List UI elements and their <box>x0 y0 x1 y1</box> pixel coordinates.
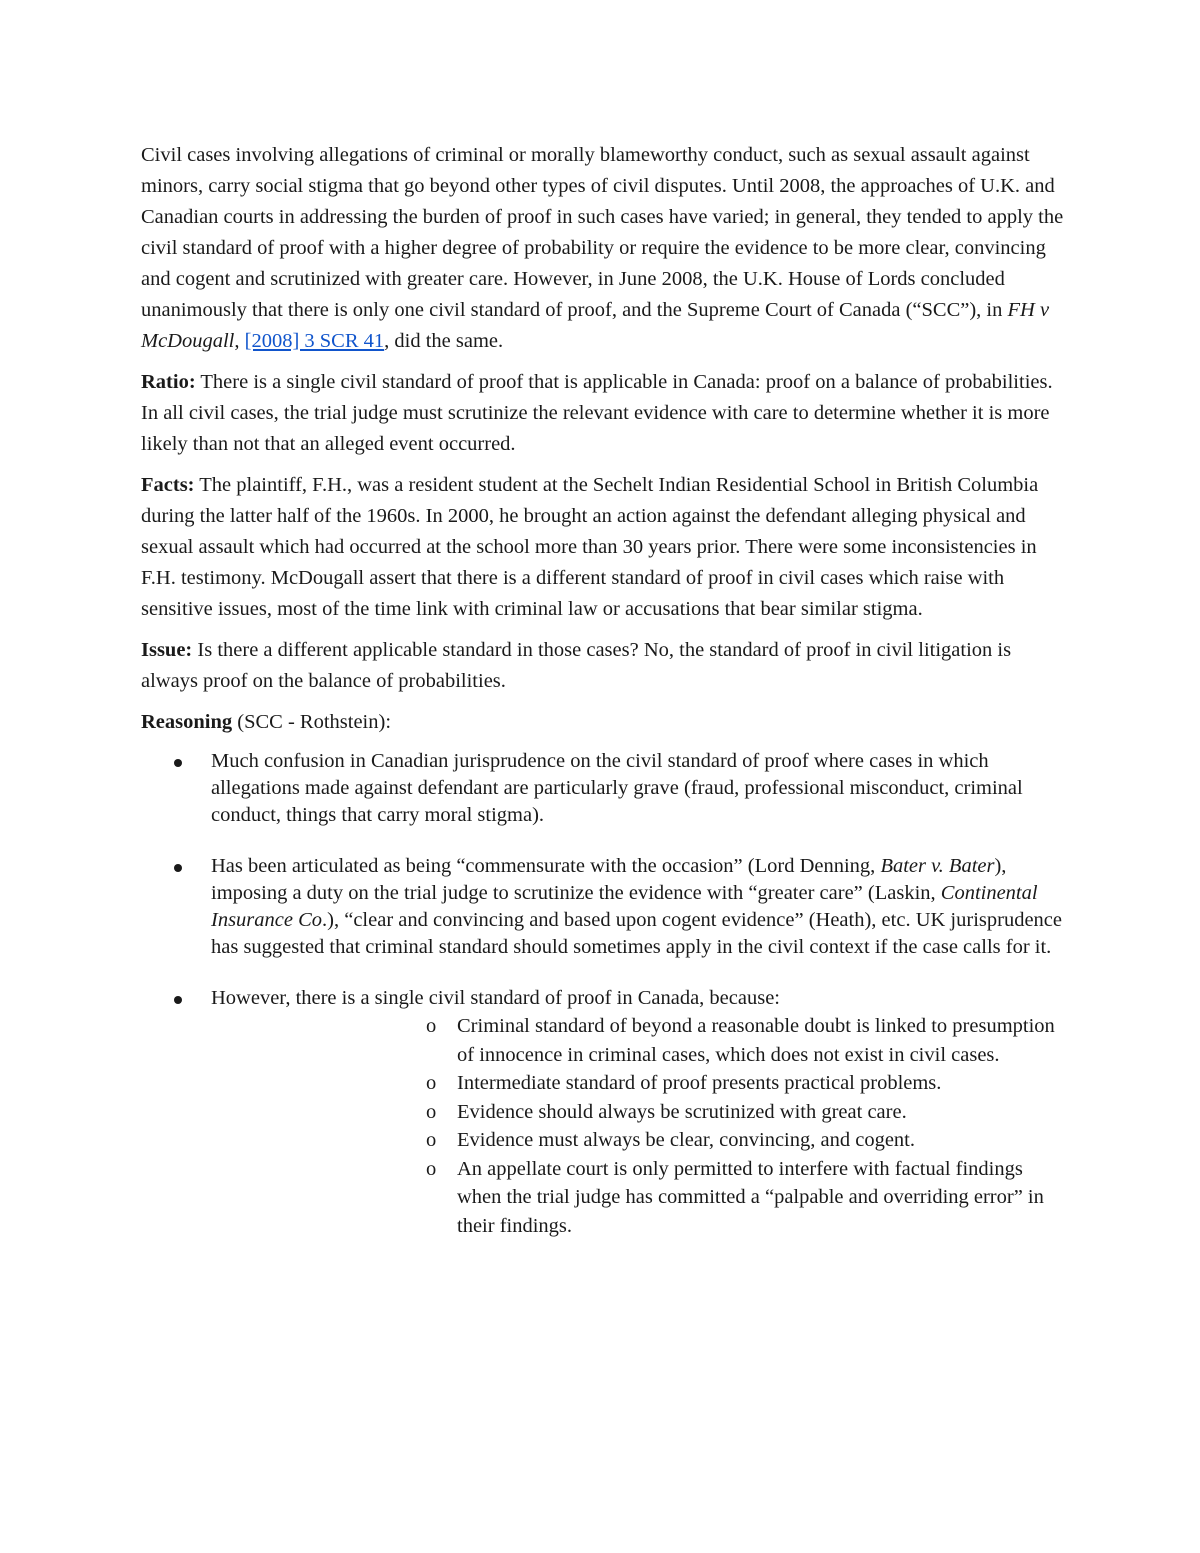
facts-paragraph <box>141 470 1071 625</box>
bullet-text: However, there is a single civil standard of proof in Canada, because: <box>211 987 780 1009</box>
case-name: FH v McDougall <box>141 299 1050 352</box>
ratio-text: There is a single civil standard of proof that is applicable in Canada: proof on a balance of probabilities. In all civil cases, the trial judge must scrutinize the relevant evidence with care to determine whether it is more likely than not that an alleged event occurred. <box>141 371 1053 455</box>
sub-list-item: o Criminal standard of beyond a reasonable doubt is linked to presumption of innocence in criminal cases, which does not exist in civil cases. <box>211 1012 1071 1069</box>
circle-bullet-icon: o <box>426 1015 437 1037</box>
case-name: Bater v. Bater <box>880 855 995 877</box>
intro-text: Civil cases involving allegations of criminal or morally blameworthy conduct, such as sexual assault against minors, carry social stigma that go beyond other types of civil disputes. Until 2008, the approaches of U.K. and Canadian courts in addressing the burden of proof in such cases have varied; in general, they tended to apply the civil standard of proof with a higher degree of probability or require the evidence to be more clear, convincing and cogent and scrutinized with greater care. However, in June 2008, the U.K. House of Lords concluded unanimously that there is only one civil standard of proof, and the Supreme Court of Canada (“SCC”), in <box>141 144 1064 321</box>
list-item <box>141 748 1071 829</box>
circle-bullet-icon: o <box>426 1072 437 1094</box>
circle-bullet-icon: o <box>426 1100 437 1123</box>
sub-list-item: o An appellate court is only permitted to interfere with factual findings when the trial judge has committed a “palpable and overriding error” in their findings. <box>211 1155 1071 1241</box>
facts-label: Facts: <box>141 474 195 496</box>
citation-link[interactable]: [2008] 3 SCR 41 <box>244 330 385 352</box>
reasoning-heading <box>141 707 1071 738</box>
sub-list-item: o Evidence must always be clear, convincing, and cogent. <box>211 1126 1071 1155</box>
reasoning-label: Reasoning <box>141 711 233 733</box>
ratio-paragraph <box>141 367 1071 460</box>
issue-label: Issue: <box>141 639 193 661</box>
bullet-icon <box>174 864 182 872</box>
circle-bullet-icon: o <box>426 1157 437 1180</box>
list-item <box>141 985 1071 1240</box>
case-name: Continental Insurance Co <box>211 882 1038 931</box>
reasoning-suffix: (SCC - Rothstein): <box>232 711 392 733</box>
issue-text: Is there a different applicable standard in those cases? No, the standard of proof in civil litigation is always proof on the balance of probabilities. <box>141 639 1012 692</box>
sub-list-item: o Intermediate standard of proof presents practical problems. <box>211 1069 1071 1098</box>
sub-list-item: o Evidence should always be scrutinized with great care. <box>211 1098 1071 1127</box>
reasoning-list <box>141 748 1071 1240</box>
ratio-label: Ratio: <box>141 371 196 393</box>
sub-list <box>211 1012 1071 1240</box>
circle-bullet-icon: o <box>426 1129 437 1151</box>
bullet-text: Much confusion in Canadian jurisprudence on the civil standard of proof where cases in which allegations made against defendant are particularly grave (fraud, professional misconduct, criminal conduct, things that carry moral stigma). <box>211 750 1023 826</box>
issue-paragraph <box>141 635 1071 697</box>
facts-text: The plaintiff, F.H., was a resident student at the Sechelt Indian Residential School in British Columbia during the latter half of the 1960s. In 2000, he brought an action against the defendant alleging physical and sexual assault which had occurred at the school more than 30 years prior. There were some inconsistencies in F.H. testimony. McDougall assert that there is a different standard of proof in civil cases which raise with sensitive issues, most of the time link with criminal law or accusations that bear similar stigma. <box>141 474 1039 620</box>
list-item: Has been articulated as being “commensurate with the occasion” (Lord Denning, Bater v. Bater), imposing a duty on the trial judge to scrutinize the evidence with “greater care” (Laskin, Continental Insurance Co.), “clear and convincing and based upon cogent evidence” (Heath), etc. UK jurisprudence has suggested that criminal standard should sometimes apply in the civil context if the case calls for it. <box>141 853 1071 961</box>
bullet-icon <box>174 759 182 767</box>
intro-paragraph: Civil cases involving allegations of criminal or morally blameworthy conduct, such as sexual assault against minors, carry social stigma that go beyond other types of civil disputes. Until 2008, the approaches of U.K. and Canadian courts in addressing the burden of proof in such cases have varied; in general, they tended to apply the civil standard of proof with a higher degree of probability or require the evidence to be more clear, convincing and cogent and scrutinized with greater care. However, in June 2008, the U.K. House of Lords concluded unanimously that there is only one civil standard of proof, and the Supreme Court of Canada (“SCC”), in FH v McDougall, [2008] 3 SCR 41, did the same. <box>141 144 1064 352</box>
bullet-icon <box>174 996 182 1004</box>
document-page <box>141 140 1071 1264</box>
